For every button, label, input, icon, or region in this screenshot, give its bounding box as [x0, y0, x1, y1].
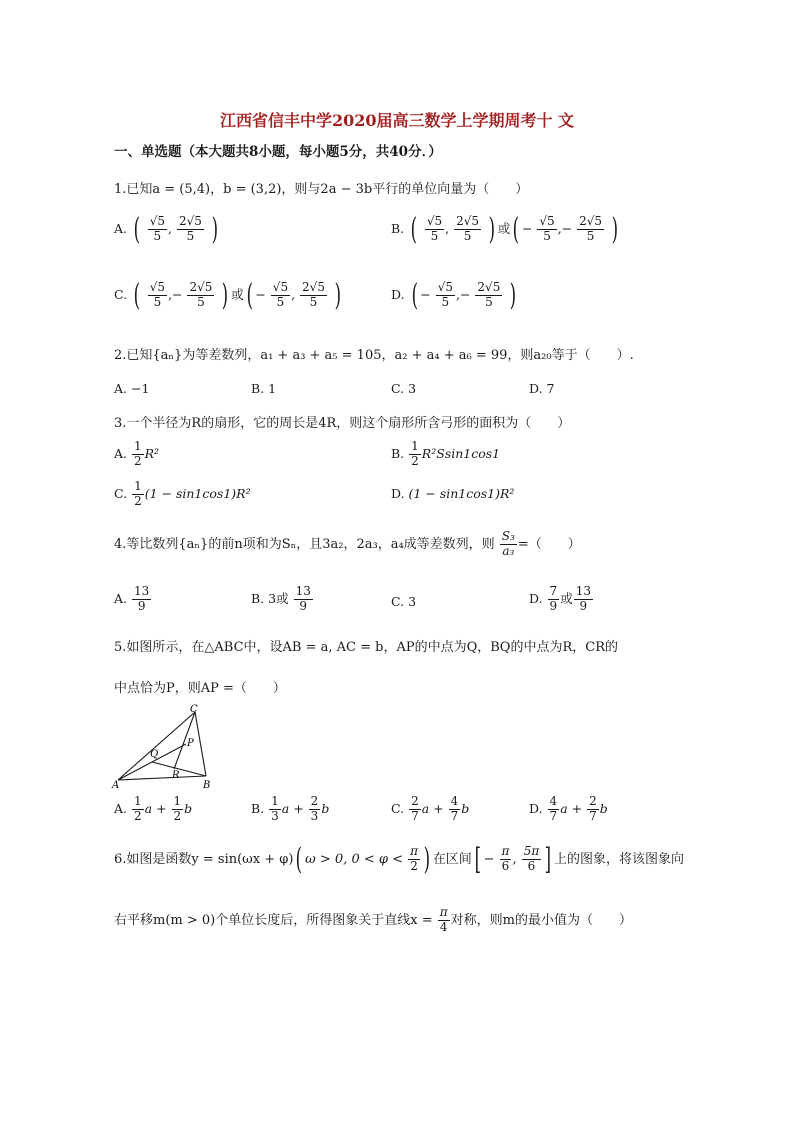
fraction: $\frac{1}{2}$ — [134, 794, 142, 823]
fraction: $\frac{1}{2}$ — [134, 479, 142, 508]
question-1-stem: 1.已知a = (5,4)，b = (3,2)，则与2a − 3b平行的单位向量为（ ） — [114, 182, 529, 197]
fraction: $\frac{√5}{5}$ — [272, 280, 289, 309]
fraction: $\frac{13}{9}$ — [295, 584, 311, 613]
page-title: 江西省信丰中学2020届高三数学上学期周考十 文 — [219, 111, 575, 130]
fraction: $\frac{2√5}{5}$ — [456, 214, 480, 243]
question-4-option-c: C. 3 — [391, 594, 417, 609]
question-5-option-b: B. $\frac{1}{3}$ a + $\frac{2}{3}$ b — [251, 794, 330, 823]
edge-cb — [195, 712, 206, 776]
section-heading: 一、单选题（本大题共8小题，每小题5分，共40分．） — [114, 144, 442, 160]
fraction: $\frac{4}{7}$ — [450, 794, 459, 823]
question-4-stem: 4.等比数列{aₙ}的前n项和为Sₙ，且3a₂，2a₃，a₄成等差数列，则 $\frac{\text{S₃}}{\text{a₃}}$ =（ ） — [114, 529, 581, 558]
label-c: C — [190, 704, 198, 715]
label-r: R — [172, 770, 180, 781]
fraction: $\frac{\pi}{2}$ — [410, 844, 419, 873]
label-q: Q — [150, 749, 159, 760]
question-6-stem-line2: 右平移m(m > 0)个单位长度后，所得图象关于直线x = $\frac{\pi}{4}$ 对称，则m的最小值为（ ） — [114, 905, 632, 934]
fraction: $\frac{2}{3}$ — [310, 794, 319, 823]
fraction: $\frac{1}{3}$ — [271, 794, 279, 823]
question-2-option-c: C. 3 — [391, 381, 417, 396]
triangle-figure — [110, 702, 215, 792]
question-3-option-c: C. $\frac{1}{2}$ (1 − sin1cos1)R² — [114, 479, 251, 508]
fraction: $\frac{√5}{5}$ — [149, 214, 165, 243]
edge-ab — [118, 776, 206, 780]
label-b: B — [203, 780, 211, 791]
question-2-option-b: B. 1 — [251, 381, 277, 396]
fraction: $\frac{13}{9}$ — [575, 584, 591, 613]
question-5-option-c: C. $\frac{2}{7}$ a + $\frac{4}{7}$ b — [391, 794, 470, 823]
fraction: $\frac{2√5}{5}$ — [302, 280, 325, 309]
question-3-option-a: A. $\frac{1}{2}$ R² — [114, 439, 160, 468]
question-3-option-d: D. (1 − sin1cos1)R² — [391, 486, 515, 501]
question-3-stem: 3.一个半径为R的扇形，它的周长是4R，则这个扇形所含弓形的面积为（ ） — [114, 416, 571, 431]
fraction: $\frac{5\pi}{6}$ — [523, 844, 540, 873]
question-5-stem-line1: 5.如图所示，在△ABC中，设AB = a, AC = b，AP的中点为Q，BQ的中点为R，CR的 — [114, 640, 618, 655]
label-p: P — [187, 738, 194, 749]
question-4-option-b: B. 3或 $\frac{13}{9}$ — [251, 584, 311, 613]
question-1-option-d: D. ( − $\frac{√5}{5}$ ,− $\frac{2√5}{5}$ ) — [391, 278, 517, 313]
fraction: $\frac{\text{S₃}}{\text{a₃}}$ — [501, 529, 515, 558]
question-3-option-b: B. $\frac{1}{2}$ R²Ssin1cos1 — [391, 439, 501, 468]
fraction: $\frac{2√5}{5}$ — [178, 214, 202, 243]
fraction: $\frac{√5}{5}$ — [539, 214, 555, 243]
fraction: $\frac{1}{2}$ — [173, 794, 182, 823]
question-1-option-a: A. ( $\frac{√5}{5}$ , $\frac{2√5}{5}$ ) — [114, 212, 218, 247]
fraction: $\frac{2√5}{5}$ — [579, 214, 603, 243]
fraction: $\frac{4}{7}$ — [549, 794, 558, 823]
fraction: $\frac{2}{7}$ — [589, 794, 597, 823]
question-5-option-a: A. $\frac{1}{2}$ a + $\frac{1}{2}$ b — [114, 794, 193, 823]
question-4-option-d: D. $\frac{7}{9}$ 或 $\frac{13}{9}$ — [529, 584, 591, 613]
fraction: $\frac{√5}{5}$ — [437, 280, 453, 309]
question-2-option-d: D. 7 — [529, 381, 555, 396]
fraction: $\frac{√5}{5}$ — [149, 280, 166, 309]
fraction: $\frac{\pi}{4}$ — [439, 905, 448, 934]
fraction: $\frac{13}{9}$ — [134, 584, 150, 613]
question-5-stem-line2: 中点恰为P，则AP =（ ） — [114, 681, 286, 696]
question-2-stem: 2.已知{aₙ}为等差数列，a₁ + a₃ + a₅ = 105，a₂ + a₄ + a₆ = 99，则a₂₀等于（ ）. — [114, 348, 634, 363]
fraction: $\frac{2}{7}$ — [411, 794, 419, 823]
question-2-option-a: A. −1 — [114, 381, 150, 396]
question-1-option-c: C. ( $\frac{√5}{5}$ ,− $\frac{2√5}{5}$ ) 或( − $\frac{√5}{5}$ , $\frac{2√5}{5}$ ) — [114, 278, 342, 313]
question-4-option-a: A. $\frac{13}{9}$ — [114, 584, 150, 613]
label-a: A — [112, 780, 120, 791]
question-1-option-b: B. ( $\frac{√5}{5}$ , $\frac{2√5}{5}$ ) 或( − $\frac{√5}{5}$ ,− $\frac{2√5}{5}$ ) — [391, 212, 619, 247]
fraction: $\frac{2√5}{5}$ — [477, 280, 501, 309]
question-5-option-d: D. $\frac{4}{7}$ a + $\frac{2}{7}$ b — [529, 794, 608, 823]
fraction: $\frac{√5}{5}$ — [426, 214, 443, 243]
fraction: $\frac{\pi}{6}$ — [501, 844, 510, 873]
fraction: $\frac{1}{2}$ — [134, 439, 142, 468]
fraction: $\frac{7}{9}$ — [549, 584, 558, 613]
fraction: $\frac{1}{2}$ — [411, 439, 419, 468]
question-6-stem-line1: 6.如图是函数y = sin(ωx + φ)( ω > 0, 0 < φ < $\frac{\pi}{2}$ ) 在区间[ − $\frac{\pi}{6}$ , $\frac{5\pi}{6}$ ] 上的图象，将该图象向 — [114, 842, 684, 877]
fraction: $\frac{2√5}{5}$ — [189, 280, 213, 309]
